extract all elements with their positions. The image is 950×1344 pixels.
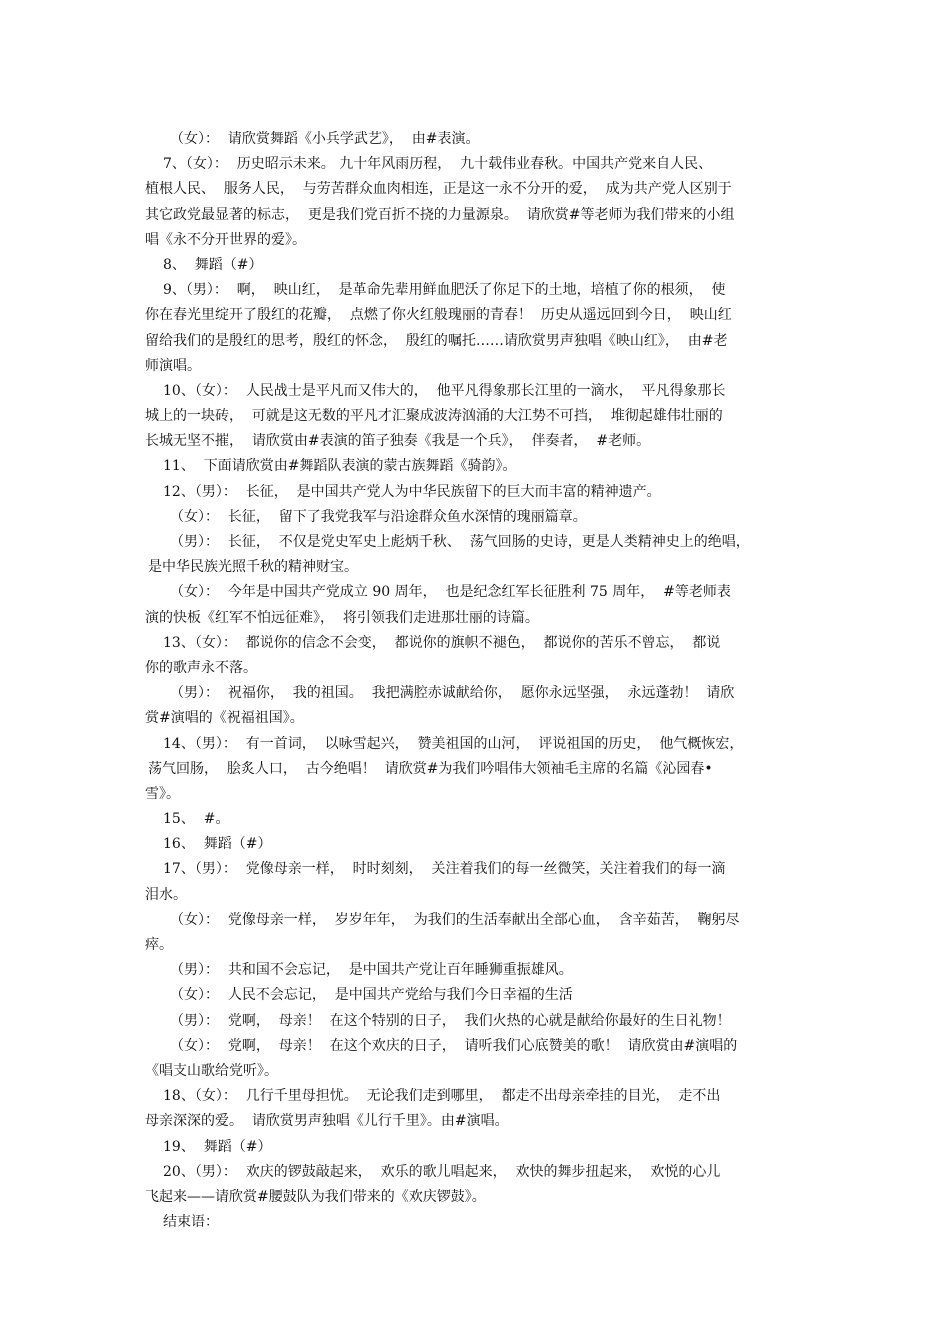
text-line: 是中华民族光照千秋的精神财宝。 [148, 559, 358, 576]
text-line: （男）： 党啊， 母亲！ 在这个特别的日子， 我们火热的心就是献给你最好的生日礼物！ [170, 1012, 731, 1029]
text-line: （女）： 党啊， 母亲！ 在这个欢庆的日子， 请听我们心底赞美的歌！ 请欣赏由#演唱的 [170, 1037, 738, 1054]
text-line: 11、 下面请欣赏由#舞蹈队表演的蒙古族舞蹈《骑韵》。 [163, 458, 517, 475]
text-line: 10、（女）： 人民战士是平凡而又伟大的， 他平凡得象那长江里的一滴水， 平凡得象那长 [163, 382, 726, 399]
text-line: （女）： 人民不会忘记， 是中国共产党给与我们今日幸福的生活 [170, 987, 573, 1004]
text-line: 你在春光里绽开了殷红的花瓣， 点燃了你火红般瑰丽的青春！ 历史从遥远回到今日， 映山红 [145, 307, 732, 324]
text-line: 7、（女）： 历史昭示未来。 九十年风雨历程， 九十载伟业春秋。中国共产党来自人民、 [163, 156, 713, 173]
text-line: （男）： 长征， 不仅是党史军史上彪炳千秋、 荡气回肠的史诗，更是人类精神史上的绝唱， [170, 534, 750, 550]
text-line: 18、（女）： 几行千里母担忧。 无论我们走到哪里， 都走不出母亲牵挂的目光， 走不出 [163, 1088, 721, 1105]
text-line: 植根人民、 服务人民， 与劳苦群众血肉相连，正是这一永不分开的爱， 成为共产党人区别于 [145, 181, 732, 198]
text-line: （女）： 长征， 留下了我党我军与沿途群众鱼水深情的瑰丽篇章。 [170, 508, 587, 525]
text-line: （女）： 请欣赏舞蹈《小兵学武艺》， 由#表演。 [170, 131, 480, 147]
text-line: 你的歌声永不落。 [145, 659, 257, 676]
text-line: 飞起来——请欣赏#腰鼓队为我们带来的《欢庆锣鼓》。 [145, 1188, 486, 1205]
text-line: 荡气回肠， 脍炙人口， 古今绝唱！ 请欣赏#为我们吟唱伟大领袖毛主席的名篇《沁园春• [148, 760, 713, 777]
text-line: 12、（男）： 长征， 是中国共产党人为中华民族留下的巨大而丰富的精神遗产。 [163, 483, 661, 500]
text-line: 赏#演唱的《祝福祖国》。 [145, 710, 304, 727]
text-line: 结束语： [163, 1214, 219, 1231]
text-line: 唱《永不分开世界的爱》。 [145, 231, 306, 248]
text-line: 师演唱。 [145, 357, 201, 374]
text-line: 9、（男）： 啊， 映山红， 是革命先辈用鲜血肥沃了你足下的土地，培植了你的根须， 使 [163, 282, 726, 299]
text-line: 其它政党最显著的标志， 更是我们党百折不挠的力量源泉。 请欣赏#等老师为我们带来的小组 [145, 206, 735, 223]
document-body [145, 127, 820, 1235]
text-line: 演的快板《红军不怕远征难》， 将引领我们走进那壮丽的诗篇。 [145, 609, 539, 626]
text-line: 《唱支山歌给党听》。 [145, 1062, 278, 1079]
text-line: （女）： 党像母亲一样， 岁岁年年， 为我们的生活奉献出全部心血， 含辛茹苦， 鞠躬尽 [170, 911, 740, 928]
text-line: （女）： 今年是中国共产党成立 90 周年， 也是纪念红军长征胜利 75 周年， #等老师表 [170, 584, 731, 601]
text-line: 长城无坚不摧， 请欣赏由#表演的笛子独奏《我是一个兵》， 伴奏者， #老师。 [145, 433, 651, 450]
text-line: 17、（男）： 党像母亲一样， 时时刻刻， 关注着我们的每一丝微笑，关注着我们的每一滴 [163, 861, 726, 878]
text-line: 20、（男）： 欢庆的锣鼓敲起来， 欢乐的歌儿唱起来， 欢快的舞步扭起来， 欢悦的心儿 [163, 1163, 721, 1180]
text-line: 城上的一块砖， 可就是这无数的平凡才汇聚成波涛汹涌的大江势不可挡， 堆彻起雄伟壮丽的 [145, 408, 723, 425]
text-line: 13、（女）： 都说你的信念不会变， 都说你的旗帜不褪色， 都说你的苦乐不曾忘， 都说 [163, 634, 721, 651]
text-line: 14、（男）： 有一首词， 以咏雪起兴， 赞美祖国的山河， 评说祖国的历史， 他气概恢宏， [163, 735, 744, 752]
text-line: 瘁。 [145, 937, 173, 953]
text-line: 8、 舞蹈（#） [163, 256, 263, 273]
text-line: （男）： 共和国不会忘记， 是中国共产党让百年睡狮重振雄风。 [170, 962, 573, 979]
text-line: 19、 舞蹈（#） [163, 1138, 272, 1155]
text-line: 母亲深深的爱。 请欣赏男声独唱《儿行千里》。由#演唱。 [145, 1113, 509, 1130]
text-line: 15、 #。 [163, 811, 230, 828]
text-line: 雪》。 [145, 785, 180, 802]
text-line: 泪水。 [145, 886, 187, 903]
text-line: 留给我们的是殷红的思考，殷红的怀念， 殷红的嘱托……请欣赏男声独唱《映山红》， 由#老 [145, 332, 728, 349]
text-line: （男）： 祝福你， 我的祖国。 我把满腔赤诚献给你， 愿你永远坚强， 永远蓬勃！ 请欣 [170, 685, 735, 702]
text-line: 16、 舞蹈（#） [163, 836, 272, 853]
